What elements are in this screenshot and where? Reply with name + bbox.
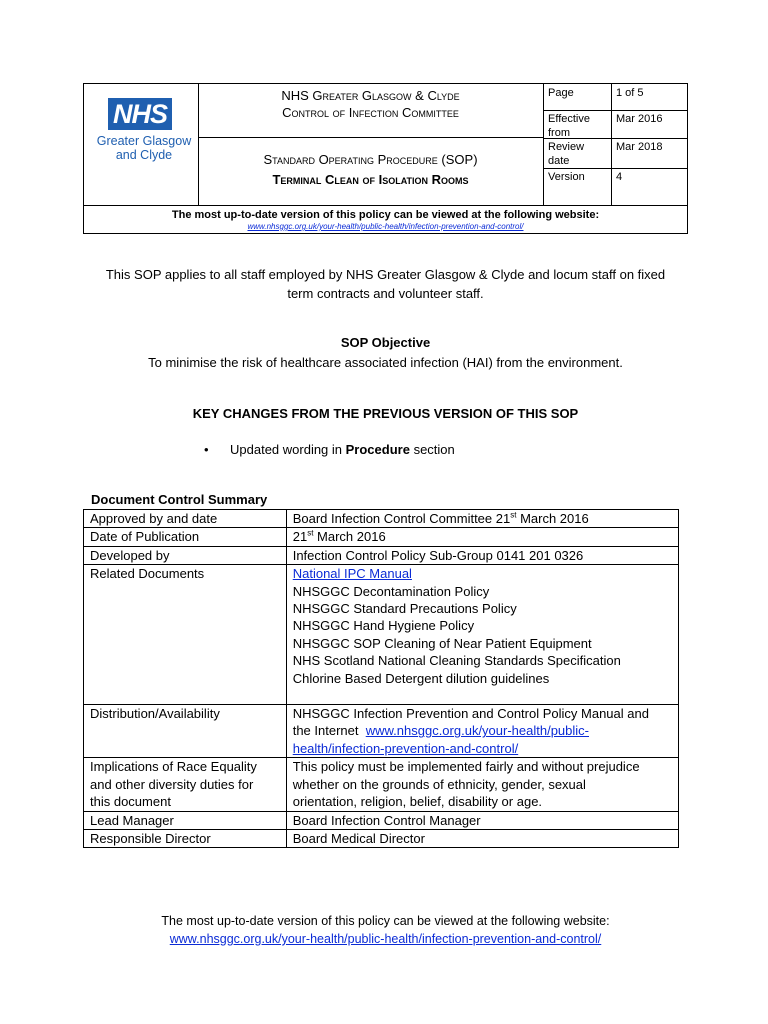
meta-label: Page — [548, 87, 574, 99]
table-row — [84, 546, 679, 564]
website-notice-text: The most up-to-date version of this policy can be viewed at the following website: — [171, 209, 600, 221]
objective-text: To minimise the risk of healthcare associated infection (HAI) from the environment. — [148, 355, 623, 370]
distribution-link-cont[interactable]: health/infection-prevention-and-control/ — [292, 740, 519, 756]
key-changes-heading: KEY CHANGES FROM THE PREVIOUS VERSION OF THIS SOP — [192, 406, 579, 421]
meta-row-page — [543, 84, 687, 111]
list-item: NHS Scotland National Cleaning Standards Specification — [292, 653, 621, 669]
list-item: Chlorine Based Detergent dilution guidelines — [292, 670, 550, 686]
sop-title-line2: Terminal Clean of Isolation Rooms — [272, 172, 469, 187]
committee-line2: Control of Infection Committee — [282, 105, 459, 120]
table-row — [84, 758, 679, 811]
applicability-statement — [83, 265, 688, 303]
footer-notice: The most up-to-date version of this policy can be viewed at the following website: — [161, 914, 610, 928]
table-row — [84, 565, 679, 705]
distribution-link[interactable]: www.nhsggc.org.uk/your-health/public- — [365, 723, 589, 739]
table-row — [84, 705, 679, 758]
row-value: NHSGGC Infection Prevention and Control Policy Manual and the Internet www.nhsggc.org.uk/your-health/public- health/infection-prevention-and-control/ — [286, 705, 678, 758]
control-summary-title: Document Control Summary — [91, 492, 268, 507]
row-label: Lead Manager — [84, 811, 287, 829]
objective-heading: SOP Objective — [340, 335, 431, 350]
list-item: NHSGGC SOP Cleaning of Near Patient Equipment — [292, 635, 592, 651]
meta-value: 1 of 5 — [611, 84, 688, 110]
page-footer — [83, 912, 688, 948]
key-change-suffix: section — [409, 442, 455, 457]
table-row — [84, 811, 679, 829]
row-label: Approved by and date — [84, 510, 287, 528]
sop-title — [198, 138, 543, 205]
row-value: Board Medical Director — [286, 829, 678, 847]
sop-title-line1: Standard Operating Procedure (SOP) — [263, 152, 478, 167]
meta-label: Review date — [548, 141, 585, 167]
document-header — [83, 83, 688, 234]
related-documents-list — [286, 565, 678, 705]
national-ipc-manual-link[interactable]: National IPC Manual — [292, 566, 412, 582]
row-label: Distribution/Availability — [84, 705, 287, 758]
meta-table — [543, 84, 687, 205]
applicability-line2: term contracts and volunteer staff. — [287, 286, 484, 301]
table-row — [84, 510, 679, 528]
footer-website-link[interactable]: www.nhsggc.org.uk/your-health/public-health/infection-prevention-and-control/ — [169, 932, 602, 946]
header-website-link[interactable]: www.nhsggc.org.uk/your-health/public-health/infection-prevention-and-control/ — [247, 222, 524, 231]
title-cell — [198, 84, 544, 205]
meta-row-effective — [543, 110, 687, 139]
committee-line1: NHS Greater Glasgow & Clyde — [281, 88, 460, 103]
meta-row-version — [543, 168, 687, 205]
meta-label: Effective from — [548, 113, 590, 139]
key-change-bold: Procedure — [345, 442, 410, 457]
row-value: Board Infection Control Committee 21st March 2016 — [286, 510, 678, 528]
control-summary-table — [83, 509, 679, 848]
logo-org-line2: and Clyde — [115, 148, 173, 162]
nhs-logo: NHS — [108, 98, 172, 130]
applicability-line1: This SOP applies to all staff employed by NHS Greater Glasgow & Clyde and locum staff on fixed — [105, 267, 666, 282]
row-label: Related Documents — [84, 565, 287, 705]
logo-cell — [84, 84, 199, 205]
list-item: NHSGGC Decontamination Policy — [292, 583, 490, 599]
meta-value: Mar 2018 — [611, 138, 688, 168]
row-label: Responsible Director — [84, 829, 287, 847]
row-value: Infection Control Policy Sub-Group 0141 201 0326 — [286, 546, 678, 564]
list-item: NHSGGC Hand Hygiene Policy — [292, 618, 475, 634]
list-item: NHSGGC Standard Precautions Policy — [292, 601, 517, 617]
row-label: Date of Publication — [84, 528, 287, 546]
row-value: Board Infection Control Manager — [286, 811, 678, 829]
row-value: This policy must be implemented fairly and without prejudice whether on the grounds of ethnicity, gender, sexual orientation, religion, belief, disability or age. — [286, 758, 678, 811]
row-label: Developed by — [84, 546, 287, 564]
table-row — [84, 829, 679, 847]
meta-row-review — [543, 138, 687, 169]
key-change-text — [230, 440, 455, 459]
meta-value: 4 — [611, 168, 688, 205]
row-value: 21st March 2016 — [286, 528, 678, 546]
logo-org-line1: Greater Glasgow — [96, 134, 192, 148]
row-label: Implications of Race Equality and other diversity duties for this document — [84, 758, 287, 811]
logo-org-name — [94, 134, 194, 162]
meta-value: Mar 2016 — [611, 110, 688, 138]
meta-label: Version — [548, 171, 585, 183]
bullet-icon: • — [204, 442, 209, 457]
key-change-prefix: Updated wording in — [230, 442, 346, 457]
table-row — [84, 528, 679, 546]
committee-block — [198, 84, 543, 138]
header-website-notice — [84, 205, 687, 234]
